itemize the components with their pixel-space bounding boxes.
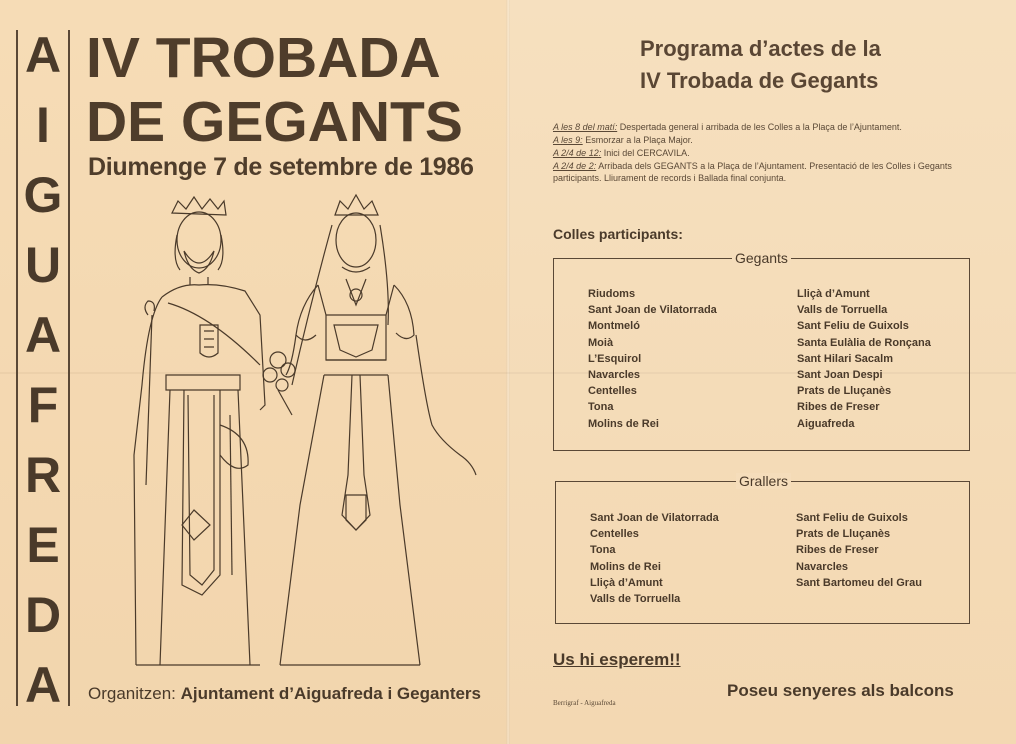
list-item: Montmeló (588, 320, 640, 333)
schedule-list (553, 121, 983, 185)
grallers-legend: Grallers (736, 473, 791, 489)
printer-credit: Berrigraf - Aiguafreda (553, 699, 616, 707)
list-item: Moià (588, 336, 614, 349)
list-item: Prats de Lluçanès (796, 528, 891, 541)
vertical-rule-right (68, 30, 70, 706)
gegants-legend: Gegants (732, 250, 791, 266)
schedule-item (553, 134, 983, 146)
schedule-time: A les 8 del matí: (553, 122, 618, 132)
town-letter: I (36, 97, 50, 153)
grallers-box (555, 473, 970, 624)
organizers-line (88, 684, 481, 704)
grallers-column-1 (590, 510, 719, 607)
list-item: Prats de Lluçanès (797, 385, 892, 398)
list-item: Valls de Torruella (590, 593, 681, 606)
gegants-column-2 (797, 286, 931, 432)
town-letter: D (24, 587, 62, 643)
schedule-text: Esmorzar a la Plaça Major. (582, 135, 693, 145)
schedule-item (553, 121, 983, 133)
list-item: Sant Feliu de Guixols (796, 512, 908, 524)
schedule-time: A les 9: (553, 135, 583, 145)
gegants-column-1 (588, 286, 717, 432)
town-letter: A (24, 657, 62, 713)
list-item: Lliçà d’Amunt (590, 576, 663, 589)
list-item: Centelles (588, 385, 637, 398)
program-title-line-1: Programa d’actes de la (640, 36, 881, 61)
list-item: Navarcles (796, 560, 848, 573)
king-figure (134, 197, 265, 665)
closing-message: Us hi esperem!! (553, 650, 681, 669)
list-item: Ribes de Freser (796, 544, 879, 557)
list-item: Molins de Rei (588, 417, 659, 430)
list-item: Sant Feliu de Guixols (797, 320, 909, 333)
list-item: Sant Joan de Vilatorrada (590, 512, 719, 524)
list-item: Tona (588, 401, 614, 414)
town-letter: F (27, 377, 59, 433)
event-date: Diumenge 7 de setembre de 1986 (88, 153, 474, 181)
schedule-time: A 2/4 de 12: (553, 148, 602, 158)
list-item: Lliçà d’Amunt (797, 288, 870, 300)
program-title-line-2: IV Trobada de Gegants (640, 68, 879, 93)
schedule-text: Arribada dels GEGANTS a la Plaça de l’Ajuntament. Presentació de les Colles i Gegants participants. Lliurament de records i Ballada final conjunta. (553, 161, 952, 183)
town-letter: G (23, 167, 63, 223)
list-item: Molins de Rei (590, 560, 661, 573)
schedule-item (553, 160, 983, 184)
list-item: Sant Joan Despi (797, 369, 883, 382)
gegants-box (553, 250, 970, 451)
main-title-line-2: DE GEGANTS (86, 90, 463, 154)
organizers-label: Organitzen: (88, 684, 176, 703)
town-letter: R (24, 447, 62, 503)
list-item: Santa Eulàlia de Ronçana (797, 336, 931, 349)
town-letter: E (26, 517, 60, 573)
program-title (640, 33, 881, 97)
list-item: Aiguafreda (797, 417, 855, 430)
balcony-flags-note: Poseu senyeres als balcons (727, 681, 954, 700)
list-item: Sant Joan de Vilatorrada (588, 304, 717, 317)
list-item: Riudoms (588, 288, 636, 300)
participating-groups-heading: Colles participants: (553, 226, 683, 242)
town-letter: A (24, 307, 62, 363)
grallers-column-2 (796, 510, 922, 591)
list-item: Ribes de Freser (797, 401, 880, 414)
town-letter: A (24, 27, 62, 83)
queen-figure (263, 195, 476, 665)
schedule-text: Despertada general i arribada de les Colles a la Plaça de l’Ajuntament. (617, 122, 902, 132)
list-item: Navarcles (588, 369, 640, 382)
list-item: Centelles (590, 528, 639, 541)
schedule-item (553, 147, 983, 159)
town-letter: U (24, 237, 62, 293)
list-item: Sant Bartomeu del Grau (796, 576, 922, 589)
list-item: Valls de Torruella (797, 304, 888, 317)
list-item: Sant Hilari Sacalm (797, 352, 893, 365)
list-item: Tona (590, 544, 616, 557)
main-title-line-1: IV TROBADA (86, 26, 441, 90)
giants-illustration (120, 185, 490, 675)
schedule-time: A 2/4 de 2: (553, 161, 597, 171)
list-item: L’Esquirol (588, 352, 642, 365)
schedule-text: Inici del CERCAVILA. (601, 148, 690, 158)
vertical-town-name (18, 27, 68, 713)
organizers-value: Ajuntament d’Aiguafreda i Geganters (180, 684, 482, 703)
